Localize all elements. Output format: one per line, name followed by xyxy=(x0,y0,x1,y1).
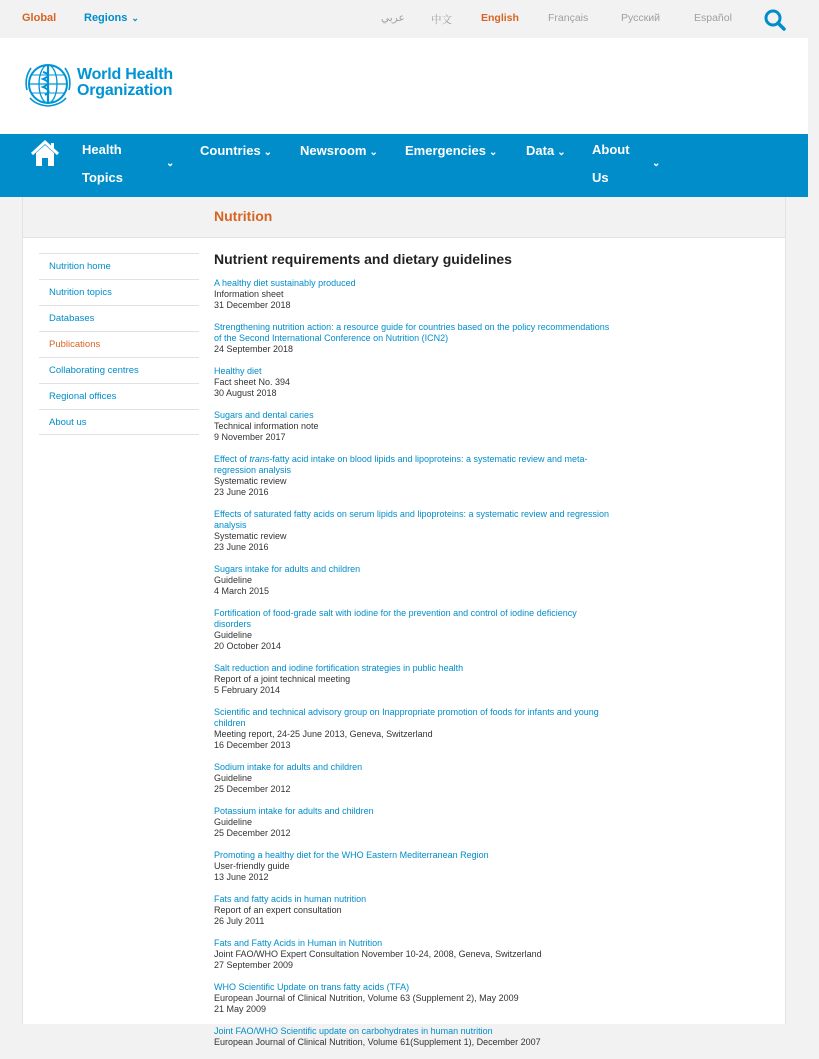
list-item xyxy=(214,806,614,839)
publication-link[interactable]: A healthy diet sustainably produced xyxy=(214,278,356,288)
regions-label: Regions xyxy=(84,12,128,24)
publication-type: Technical information note xyxy=(214,421,319,431)
nav-health-topics[interactable] xyxy=(82,136,182,192)
sidebar-item-nutrition-home[interactable]: Nutrition home xyxy=(39,253,199,279)
publication-date: 4 March 2015 xyxy=(214,586,270,596)
list-item xyxy=(214,509,614,553)
list-item xyxy=(214,1026,614,1048)
logo-line-2: Organization xyxy=(77,82,173,99)
publication-date: 25 December 2012 xyxy=(214,828,291,838)
nav-about-line2: Us xyxy=(592,170,609,185)
publication-type: Guideline xyxy=(214,817,253,827)
list-item xyxy=(214,608,614,652)
sidebar-item-regional-offices[interactable]: Regional offices xyxy=(39,383,199,409)
publication-date: 25 December 2012 xyxy=(214,784,291,794)
nav-countries[interactable] xyxy=(200,143,272,158)
home-icon[interactable] xyxy=(30,139,60,169)
header-logo-area xyxy=(0,38,808,134)
publication-type: Meeting report, 24-25 June 2013, Geneva, Switzerland xyxy=(214,729,433,739)
publication-type: Systematic review xyxy=(214,531,287,541)
publication-link[interactable]: Salt reduction and iodine fortification strategies in public health xyxy=(214,663,464,673)
list-item xyxy=(214,982,614,1015)
publication-date: 24 September 2018 xyxy=(214,344,294,354)
publication-link[interactable]: Effects of saturated fatty acids on serum lipids and lipoproteins: a systematic review and regression analysis xyxy=(214,509,610,530)
language-english[interactable]: English xyxy=(481,12,519,24)
publication-date: 30 August 2018 xyxy=(214,388,277,398)
publication-link[interactable]: Sugars intake for adults and children xyxy=(214,564,361,574)
page-title: Nutrient requirements and dietary guidelines xyxy=(214,251,512,267)
who-logo[interactable] xyxy=(22,60,182,108)
nav-health-topics-line1: Health xyxy=(82,142,122,157)
list-item xyxy=(214,410,614,443)
sidebar-nav xyxy=(39,253,199,435)
nav-health-topics-line2: Topics xyxy=(82,170,123,185)
chevron-down-icon: ⌄ xyxy=(369,147,378,158)
chevron-down-icon: ⌄ xyxy=(557,147,566,158)
list-item xyxy=(214,663,614,696)
publication-link[interactable]: Healthy diet xyxy=(214,366,262,376)
publication-type: European Journal of Clinical Nutrition, Volume 61(Supplement 1), December 2007 xyxy=(214,1037,541,1047)
list-item xyxy=(214,278,614,311)
list-item xyxy=(214,707,614,751)
language-spanish[interactable]: Español xyxy=(694,12,732,24)
list-item xyxy=(214,366,614,399)
nav-about-us[interactable] xyxy=(592,136,672,192)
list-item xyxy=(214,322,614,355)
main-navigation xyxy=(0,134,808,197)
nav-countries-label: Countries xyxy=(200,143,261,158)
publication-type: Guideline xyxy=(214,575,253,585)
publication-link[interactable]: Potassium intake for adults and children xyxy=(214,806,374,816)
chevron-down-icon: ⌄ xyxy=(652,158,661,169)
global-link[interactable]: Global xyxy=(22,12,57,24)
sidebar-item-collaborating-centres[interactable]: Collaborating centres xyxy=(39,357,199,383)
language-chinese[interactable]: 中文 xyxy=(431,14,452,26)
publication-type: Fact sheet No. 394 xyxy=(214,377,291,387)
title-suffix: -fatty acid intake on blood lipids and lipoproteins: a systematic review and meta-regression analysis xyxy=(214,454,588,475)
sidebar-item-publications[interactable]: Publications xyxy=(39,331,199,357)
publication-type: Report of a joint technical meeting xyxy=(214,674,351,684)
publication-type: Information sheet xyxy=(214,289,284,299)
publication-link[interactable]: Fats and fatty acids in human nutrition xyxy=(214,894,367,904)
language-french[interactable]: Français xyxy=(548,12,589,24)
list-item xyxy=(214,938,614,971)
publication-link[interactable]: Sodium intake for adults and children xyxy=(214,762,363,772)
publication-date: 5 February 2014 xyxy=(214,685,281,695)
language-arabic[interactable]: عربي xyxy=(381,12,405,24)
logo-line-1: World Health xyxy=(77,66,173,83)
publication-link[interactable]: Strengthening nutrition action: a resource guide for countries based on the policy recommendations of the Second International Conference on Nutrition (ICN2) xyxy=(214,322,610,343)
nav-emergencies-label: Emergencies xyxy=(405,143,486,158)
sidebar-item-nutrition-topics[interactable]: Nutrition topics xyxy=(39,279,199,305)
nav-data[interactable] xyxy=(526,143,566,158)
title-emphasis: trans xyxy=(249,454,270,464)
publication-link[interactable] xyxy=(214,454,614,476)
sidebar-item-databases[interactable]: Databases xyxy=(39,305,199,331)
logo-wordmark xyxy=(77,67,173,99)
regions-dropdown[interactable] xyxy=(84,12,139,24)
nav-data-label: Data xyxy=(526,143,555,158)
chevron-down-icon: ⌄ xyxy=(131,13,139,23)
publication-date: 13 June 2012 xyxy=(214,872,269,882)
publication-date: 16 December 2013 xyxy=(214,740,291,750)
publication-date: 20 October 2014 xyxy=(214,641,282,651)
chevron-down-icon: ⌄ xyxy=(166,158,175,169)
list-item xyxy=(214,894,614,927)
main-content xyxy=(214,251,614,1059)
publication-date: 23 June 2016 xyxy=(214,542,269,552)
publication-date: 27 September 2009 xyxy=(214,960,294,970)
search-icon[interactable] xyxy=(763,8,787,32)
chevron-down-icon: ⌄ xyxy=(263,147,273,158)
title-prefix: Effect of xyxy=(214,454,250,464)
publication-link[interactable]: Promoting a healthy diet for the WHO Eastern Mediterranean Region xyxy=(214,850,489,860)
publication-date: 31 December 2018 xyxy=(214,300,291,310)
section-header xyxy=(23,197,785,238)
chevron-down-icon: ⌄ xyxy=(488,147,498,158)
nav-newsroom[interactable] xyxy=(300,143,378,158)
publication-date: 26 July 2011 xyxy=(214,916,265,926)
nav-about-line1: About xyxy=(592,142,630,157)
list-item xyxy=(214,850,614,883)
list-item xyxy=(214,454,614,498)
list-item xyxy=(214,564,614,597)
top-utility-bar xyxy=(0,0,819,38)
publication-link[interactable]: Sugars and dental caries xyxy=(214,410,314,420)
publication-type: Guideline xyxy=(214,773,253,783)
who-emblem-icon xyxy=(22,60,74,108)
publication-link[interactable]: Scientific and technical advisory group on Inappropriate promotion of foods for infants and young children xyxy=(214,707,599,728)
publication-type: User-friendly guide xyxy=(214,861,290,871)
publication-type: Joint FAO/WHO Expert Consultation November 10-24, 2008, Geneva, Switzerland xyxy=(214,949,542,959)
publication-link[interactable]: Fats and Fatty Acids in Human in Nutrition xyxy=(214,938,383,948)
publication-link[interactable]: WHO Scientific Update on trans fatty acids (TFA) xyxy=(214,982,410,992)
sidebar-item-about-us[interactable]: About us xyxy=(39,409,199,435)
language-russian[interactable]: Русский xyxy=(621,12,660,24)
publication-date: 21 May 2009 xyxy=(214,1004,267,1014)
publication-type: European Journal of Clinical Nutrition, Volume 63 (Supplement 2), May 2009 xyxy=(214,993,519,1003)
section-title[interactable]: Nutrition xyxy=(214,208,273,224)
publication-date: 9 November 2017 xyxy=(214,432,286,442)
publication-date: 23 June 2016 xyxy=(214,487,269,497)
publication-type: Systematic review xyxy=(214,476,287,486)
content-panel xyxy=(22,197,786,1047)
nav-newsroom-label: Newsroom xyxy=(300,143,367,158)
nav-emergencies[interactable] xyxy=(405,143,497,158)
publication-type: Report of an expert consultation xyxy=(214,905,342,915)
publication-link[interactable]: Fortification of food-grade salt with iodine for the prevention and control of iodine deficiency disorders xyxy=(214,608,577,629)
publication-type: Guideline xyxy=(214,630,253,640)
publication-link[interactable]: Joint FAO/WHO Scientific update on carbohydrates in human nutrition xyxy=(214,1026,493,1036)
list-item xyxy=(214,762,614,795)
